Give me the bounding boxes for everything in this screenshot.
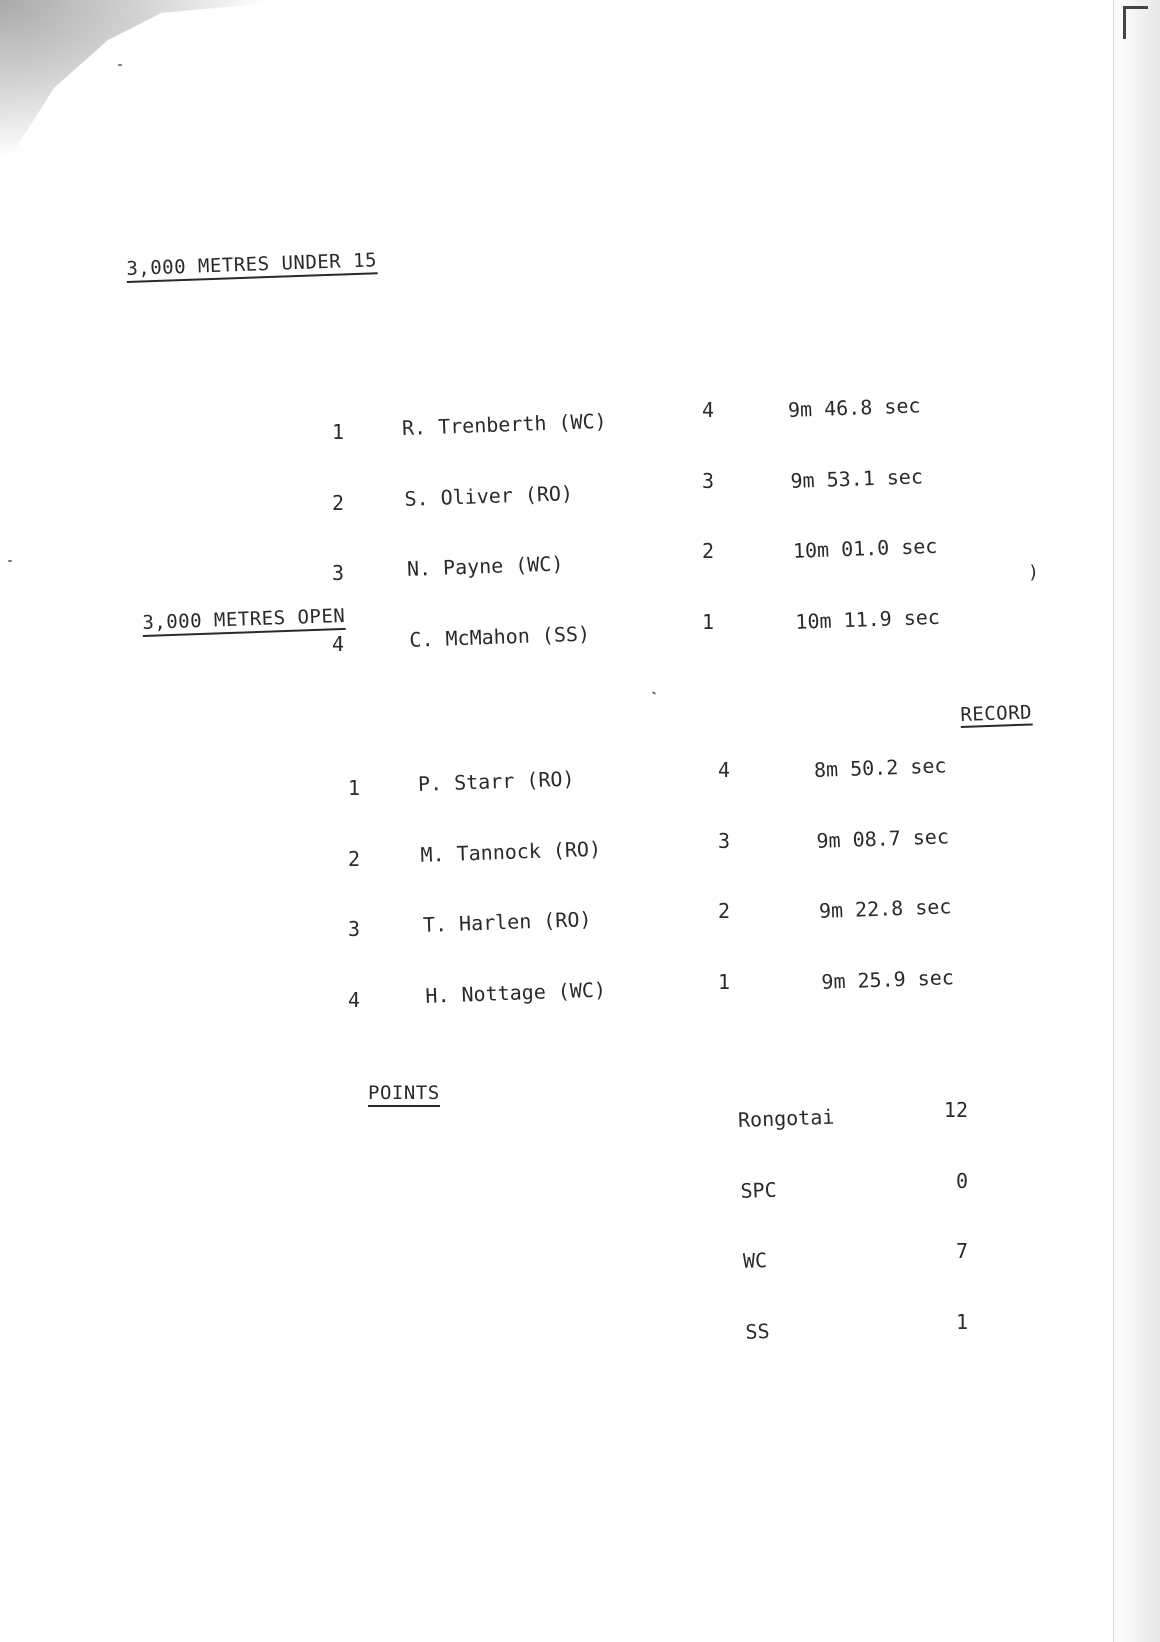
points-value: 2	[718, 899, 731, 923]
athlete-name: R. Trenberth (WC)	[401, 408, 608, 440]
race-time: 10m 01.0 sec	[792, 533, 938, 563]
points-value: 2	[702, 539, 715, 563]
place: 4	[332, 631, 345, 656]
points-value: 4	[718, 758, 731, 782]
race-time: 8m 50.2 sec	[813, 753, 947, 782]
times-column	[812, 707, 956, 1040]
scan-right-edge	[1113, 0, 1160, 1642]
event-title: 3,000 METRES UNDER 15	[126, 249, 377, 283]
team-name: WC	[742, 1248, 768, 1273]
race-time: 9m 53.1 sec	[790, 463, 924, 493]
place: 2	[348, 846, 361, 871]
place: 1	[332, 420, 345, 444]
team-name: SPC	[740, 1177, 778, 1203]
places-column	[348, 730, 396, 1059]
times-column	[786, 347, 942, 681]
page-edge-mark	[1123, 6, 1148, 39]
points-value: 4	[702, 398, 715, 422]
athlete-name: P. Starr (RO)	[417, 766, 575, 796]
place: 2	[332, 490, 345, 515]
scores-column	[928, 1052, 968, 1381]
place: 3	[348, 917, 361, 941]
athlete-name: M. Tannock (RO)	[420, 836, 602, 867]
race-time: 9m 08.7 sec	[816, 823, 950, 853]
race-time: 9m 22.8 sec	[818, 894, 952, 923]
points-value: 3	[718, 828, 731, 853]
scan-speck	[8, 560, 12, 562]
team-name: SS	[744, 1318, 770, 1344]
athlete-name: H. Nottage (WC)	[424, 977, 607, 1008]
team-score: 12	[943, 1098, 968, 1122]
points-column	[718, 712, 766, 1041]
place: 3	[332, 561, 345, 585]
scan-corner-smudge	[0, 0, 270, 160]
names-column	[416, 720, 608, 1055]
points-column	[702, 352, 750, 681]
scan-speck	[652, 691, 656, 695]
event-title: 3,000 METRES OPEN	[142, 605, 346, 637]
race-time: 9m 46.8 sec	[787, 393, 921, 422]
points-value: 3	[702, 468, 715, 493]
race-time: 9m 25.9 sec	[820, 964, 955, 994]
team-score: 1	[955, 1309, 968, 1334]
athlete-name: N. Payne (WC)	[406, 551, 564, 581]
scan-speck	[118, 64, 122, 66]
athlete-name: C. McMahon (SS)	[408, 621, 591, 652]
team-name: Rongotai	[737, 1104, 835, 1132]
team-score: 7	[955, 1239, 968, 1263]
team-score: 0	[955, 1168, 968, 1193]
points-heading: POINTS	[368, 1082, 440, 1107]
race-time: 10m 11.9 sec	[794, 604, 941, 634]
places-column	[332, 374, 380, 703]
record-label: RECORD	[960, 701, 1033, 726]
scan-bracket-mark: )	[1028, 562, 1039, 583]
names-column	[400, 363, 616, 699]
teams-column	[736, 1059, 844, 1391]
place: 1	[348, 776, 361, 800]
points-value: 1	[718, 969, 731, 994]
athlete-name: S. Oliver (RO)	[404, 480, 574, 511]
place: 4	[348, 987, 361, 1012]
points-value: 1	[702, 609, 715, 634]
athlete-name: T. Harlen (RO)	[422, 907, 592, 937]
